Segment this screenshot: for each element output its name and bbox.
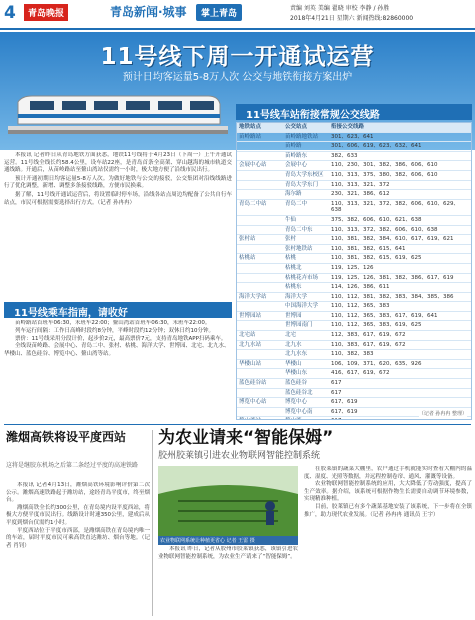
metro-station-cell — [237, 190, 283, 200]
bus-lines-cell: 110、112、365、383、619、625 — [329, 321, 471, 331]
table-row — [237, 398, 471, 408]
table-section-bar: 11号线车站衔接常规公交线路 — [236, 104, 472, 120]
table-row — [237, 225, 471, 235]
bus-stop-cell: 枯桃北 — [283, 263, 329, 273]
table-row — [237, 235, 471, 245]
metro-station-cell — [237, 142, 283, 152]
bus-stop-cell — [283, 417, 329, 420]
table-row — [237, 254, 471, 264]
bus-lines-cell: 110、313、375、380、382、606、610 — [329, 170, 471, 180]
tram-illustration — [8, 88, 228, 134]
table-row — [237, 142, 471, 152]
bus-lines-cell: 114、126、386、611 — [329, 283, 471, 293]
metro-station-cell: 北九水站 — [237, 340, 283, 350]
metro-station-cell — [237, 283, 283, 293]
schedule-paragraph: 列车运行间隔：工作日高峰时段约8分钟，平峰时段约12分钟；双休日约10分钟。 — [15, 327, 214, 334]
table-row — [237, 161, 471, 171]
page-number: 4 — [4, 3, 16, 23]
bus-lines-cell: 110、313、321、372、382、606、610、629、638 — [329, 199, 471, 215]
table-row — [237, 369, 471, 379]
story-paragraph: 预计开通初期日均客运量5-8万人次。为做好地铁与公交的接驳，公交集团对沿线线路进行了优化调整，新增、调整多条接驳线路，方便市民换乘。 — [4, 175, 232, 190]
story-paragraph: 本报讯 昨日，记者从胶州市胶莱镇获悉，该镇引进农业物联网智能控制系统，为农业生产请来了“智能保姆”。 — [158, 546, 298, 560]
main-story — [4, 152, 232, 300]
table-row — [237, 215, 471, 225]
metro-station-cell — [237, 170, 283, 180]
secondary-story — [6, 482, 150, 616]
bus-lines-cell: 110、381、382、384、610、617、619、621 — [329, 235, 471, 245]
bus-lines-cell: 375、382、606、610、621、638 — [329, 215, 471, 225]
app-badge: 掌上青岛 — [196, 4, 242, 21]
table-row — [237, 244, 471, 254]
table-row — [237, 199, 471, 215]
main-headline: 11号线下周一开通试运营 — [100, 44, 375, 70]
metro-station-cell — [237, 350, 283, 360]
bus-stop-cell: 青岛二中东 — [283, 225, 329, 235]
bus-lines-cell: 110、382、383 — [329, 350, 471, 360]
metro-station-cell — [237, 407, 283, 417]
metro-station-cell — [237, 263, 283, 273]
bus-lines-cell: 106、109、371、620、635、926 — [329, 359, 471, 369]
metro-station-cell — [237, 151, 283, 161]
bus-stop-cell: 世博园南门 — [283, 321, 329, 331]
section-title: 青岛新闻·城事 — [110, 5, 187, 19]
table-row — [237, 180, 471, 190]
column-separator — [152, 430, 153, 616]
metro-station-cell: 蓝色硅谷站 — [237, 379, 283, 389]
bus-lines-cell: 301、606、619、623、632、641 — [329, 142, 471, 152]
table-row — [237, 350, 471, 360]
table-row — [237, 302, 471, 312]
bus-stop-cell: 蓝色硅谷 — [283, 379, 329, 389]
story-paragraph: 目前，胶莱镇已有多个蔬菜基地安装了该系统，下一步将在全镇推广，助力现代农业发展。（记者 孙冉冉 通讯员 王宇） — [304, 503, 472, 518]
bus-lines-cell: 110、381、382、615、619、625 — [329, 254, 471, 264]
table-row — [237, 151, 471, 161]
bus-lines-cell: 110、112、381、382、383、384、385、386 — [329, 292, 471, 302]
date-line: 2018年4月21日 星期六 新闻热线:82860000 — [290, 15, 414, 22]
bus-stop-cell: 苗岭路东 — [283, 151, 329, 161]
bus-stop-cell: 青岛二中 — [283, 199, 329, 215]
feature-story-col2 — [304, 466, 472, 616]
metro-station-cell: 张村站 — [237, 235, 283, 245]
table-header-row — [237, 123, 471, 132]
bus-stop-cell: 苗岭路地铁站 — [283, 132, 329, 142]
story-paragraph: 本报讯 记者4月13日，潍烟高铁环境影响评价第二次公示。潍烟高速铁路起于潍坊站，途经青岛平度市，终至烟台。 — [6, 482, 150, 504]
metro-station-cell — [237, 321, 283, 331]
main-subheadline: 预计日均客运量5-8万人次 公交与地铁衔接方案出炉 — [122, 72, 353, 83]
table-row — [237, 132, 471, 142]
story-paragraph: 平度西站位于平度市西部，是潍烟高铁在青岛境内唯一的车站，届时平度市民可乘高铁直达潍坊、烟台等地。（记者 肖钊） — [6, 527, 150, 549]
schedule-guide — [4, 320, 232, 392]
bus-lines-cell: 617、619 — [329, 398, 471, 408]
bus-stop-cell: 枯桃东 — [283, 283, 329, 293]
metro-station-cell: 博览中心站 — [237, 398, 283, 408]
bus-stop-cell: 中国海洋大学 — [283, 302, 329, 312]
metro-station-cell: 枯桃站 — [237, 254, 283, 264]
schedule-section-bar: 11号线乘车指南，请收好 — [4, 302, 232, 318]
story-paragraph: 本报讯 记者昨日从青岛地铁方面获悉，地铁11号线将于4月23日（下周一）上午开通试运营。11号线全线长约58.4公里，设车站22座，是青岛首条全高架、穿山越海的城市轨道交通线路。开通后，从苗岭路站至鳌山湾站仅需约一小时，极大地方便了沿线市民出行。 — [4, 152, 232, 174]
bus-lines-cell: 119、125、126、381、382、386、617、619 — [329, 273, 471, 283]
column-header: 地铁站点 — [237, 123, 283, 132]
metro-station-cell — [237, 225, 283, 235]
metro-station-cell — [237, 244, 283, 254]
bus-lines-cell: 301、623、641 — [329, 132, 471, 142]
secondary-deck: 这将是继胶东机场之后第二条经过平度的高速铁路 — [6, 462, 139, 469]
table-row — [237, 388, 471, 398]
bus-stop-cell: 青岛大学东校区 — [283, 170, 329, 180]
bus-lines-cell: 416、617、619、672 — [329, 369, 471, 379]
bus-lines-cell: 110、112、365、383 — [329, 302, 471, 312]
bus-lines-cell: 110、112、365、383、617、619、641 — [329, 311, 471, 321]
metro-station-cell: 会展中心站 — [237, 161, 283, 171]
bus-lines-cell: 110、383、617、619、672 — [329, 340, 471, 350]
table-row — [237, 190, 471, 200]
table-row — [237, 311, 471, 321]
bus-lines-cell: 617、619 — [329, 407, 471, 417]
story-paragraph: 农业物联网智能控制系统的应用，大大降低了劳动强度，提高了生产效率。据介绍，该系统可根据作物生长需要自动调节环境参数，实现精准种植。 — [304, 481, 472, 503]
bus-lines-cell: 230、321、386、612 — [329, 190, 471, 200]
metro-station-cell — [237, 417, 283, 420]
bus-stop-cell: 博览中心 — [283, 398, 329, 408]
metro-station-cell: 苗岭路站 — [237, 132, 283, 142]
metro-station-cell: 海洋大学站 — [237, 292, 283, 302]
column-header: 公交站点 — [283, 123, 329, 132]
bus-lines-cell: 112、383、617、619、672 — [329, 331, 471, 341]
bus-lines-cell — [329, 417, 471, 420]
table-note: （记者 孙冉冉 整理） — [418, 411, 467, 417]
metro-station-cell — [237, 302, 283, 312]
bus-stop-cell: 华楼山 — [283, 359, 329, 369]
metro-station-cell: 世博园站 — [237, 311, 283, 321]
bus-stop-cell: 苗岭路 — [283, 142, 329, 152]
secondary-headline: 潍烟高铁将设平度西站 — [6, 430, 127, 444]
photo-caption: 农业物联网系统让种植更省心 记者 王雷 摄 — [158, 536, 298, 545]
table-row — [237, 273, 471, 283]
bus-stop-cell: 世博园 — [283, 311, 329, 321]
bus-lines-cell: 617 — [329, 379, 471, 389]
bus-lines-cell: 110、381、382、615、641 — [329, 244, 471, 254]
story-paragraph: 潍烟高铁全长约300公里，在青岛境内设平度西站，将极大方便平度市民出行。线路设计时速350公里，建成后从平度到烟台仅需约1小时。 — [6, 504, 150, 526]
bus-stop-cell: 青岛大学东门 — [283, 180, 329, 190]
column-header: 衔接公交线路 — [329, 123, 471, 132]
metro-station-cell: 华楼山站 — [237, 359, 283, 369]
bus-stop-cell: 会展中心 — [283, 161, 329, 171]
bus-lines-cell: 382、633 — [329, 151, 471, 161]
story-paragraph: 在胶莱镇的蔬菜大棚里，农户通过手机就能实时查看大棚内的温度、湿度、光照等数据，并远程控制卷帘、通风、灌溉等设备。 — [304, 466, 472, 480]
metro-station-cell — [237, 369, 283, 379]
bus-lines-cell: 119、125、126 — [329, 263, 471, 273]
bus-stop-cell: 枯桃花卉市场 — [283, 273, 329, 283]
bus-stop-cell: 博览中心南 — [283, 407, 329, 417]
bus-stop-cell: 海洋大学 — [283, 292, 329, 302]
feature-deck: 胶州胶莱镇引进农业物联网智能控制系统 — [158, 451, 321, 461]
table-row — [237, 340, 471, 350]
metro-station-cell: 青岛二中站 — [237, 199, 283, 215]
bus-lines-cell: 110、313、372、382、606、610、638 — [329, 225, 471, 235]
metro-station-cell — [237, 273, 283, 283]
metro-station-cell — [237, 215, 283, 225]
metro-station-cell — [237, 180, 283, 190]
bus-connection-table — [236, 122, 472, 420]
bus-stop-cell: 张村 — [283, 235, 329, 245]
masthead — [0, 0, 475, 30]
bus-stop-cell: 北九水 — [283, 340, 329, 350]
bus-stop-cell: 北九水东 — [283, 350, 329, 360]
bus-stop-cell: 张村地铁站 — [283, 244, 329, 254]
greenhouse-illustration — [158, 466, 298, 536]
bus-stop-cell: 北宅 — [283, 331, 329, 341]
table-row — [237, 170, 471, 180]
schedule-paragraph: 全线设苗岭路、会展中心、青岛二中、张村、枯桃、海洋大学、世博园、北宅、北九水、华楼山、蓝色硅谷、博览中心、鳌山湾等站。 — [4, 343, 230, 358]
section-divider — [4, 424, 471, 425]
table-row — [237, 283, 471, 293]
bus-stop-cell: 牛仙 — [283, 215, 329, 225]
table-row — [237, 359, 471, 369]
table-row — [237, 417, 471, 420]
greenhouse-photo — [158, 466, 298, 536]
brand-logo: 青岛晚报 — [24, 4, 68, 21]
table-row — [237, 263, 471, 273]
table-row — [237, 292, 471, 302]
bus-lines-cell: 110、230、301、382、386、606、610 — [329, 161, 471, 171]
bus-stop-cell: 海尔路 — [283, 190, 329, 200]
bus-stop-cell: 枯桃 — [283, 254, 329, 264]
feature-headline: 为农业请来“智能保姆” — [158, 428, 334, 448]
table-row — [237, 379, 471, 389]
metro-station-cell: 北宅站 — [237, 331, 283, 341]
schedule-paragraph: 票价：11号线采用分段计价，起步价2元，最高票价7元，支持青岛地铁APP扫码乘车。 — [15, 335, 227, 342]
editor-credits: 责编 刘英 美编 翟晓 审校 李静 / 孙胜 — [290, 5, 390, 12]
bus-stop-cell: 华楼山东 — [283, 369, 329, 379]
schedule-paragraph: 苗岭路站首班车06:30，末班车22:00；鳌山湾站首班车06:30，末班车22:00。 — [15, 320, 211, 326]
metro-station-cell — [237, 388, 283, 398]
bus-lines-cell: 617 — [329, 388, 471, 398]
feature-story-col1 — [158, 546, 298, 616]
bus-lines-cell: 110、313、321、372 — [329, 180, 471, 190]
bus-stop-cell: 蓝色硅谷北 — [283, 388, 329, 398]
story-paragraph: 据了解，11号线开通试运营后，将设置临时停车场，沿线各站点周边均配备了公共自行车站点，市民可根据需要选择出行方式。（记者 孙冉冉） — [4, 191, 232, 206]
table-row — [237, 331, 471, 341]
table-row — [237, 321, 471, 331]
